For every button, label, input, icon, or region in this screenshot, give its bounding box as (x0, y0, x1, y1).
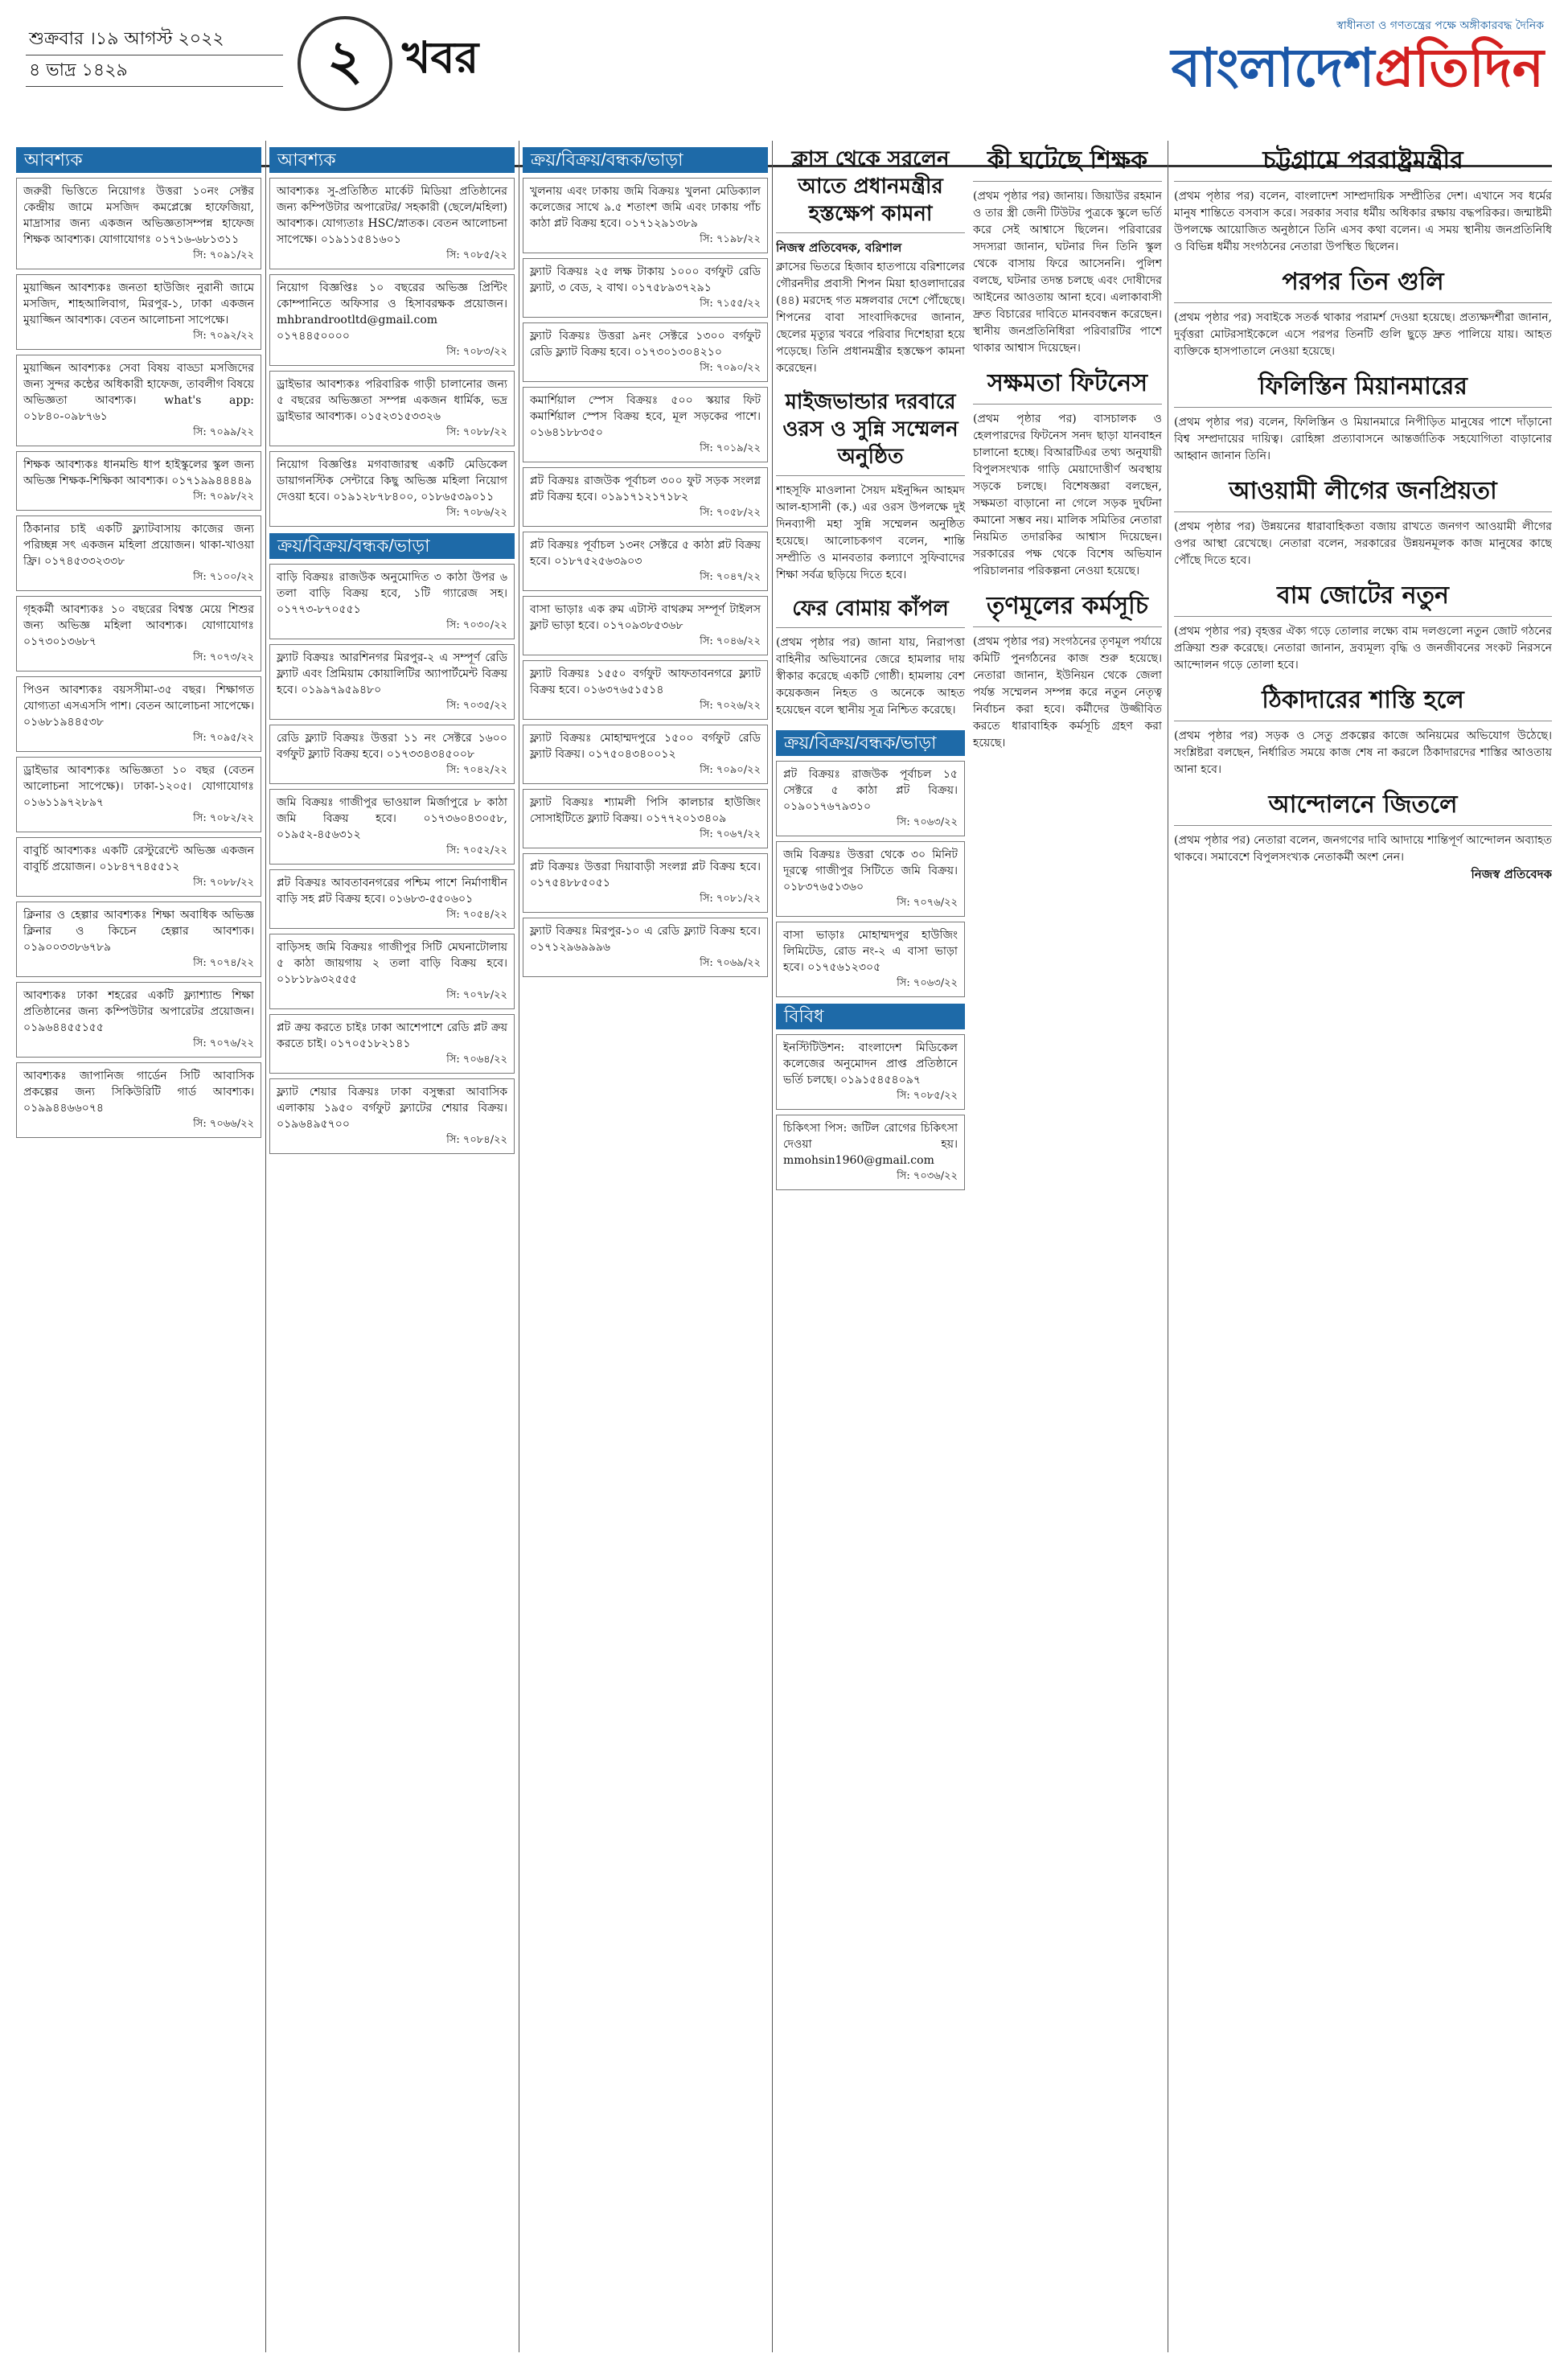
ad-text: ফ্ল্যাট বিক্রয়ঃ মিরপুর-১০ এ রেডি ফ্ল্যাট বিক্রয় হবে। ০১৭১২৯৬৯৯৯৬ (530, 925, 761, 954)
ad-code: সি: ৭০৭৮/২২ (446, 989, 507, 1001)
category-heading: ক্রয়/বিক্রয়/বন্ধক/ভাড়া (269, 533, 515, 559)
category-heading: ক্রয়/বিক্রয়/বন্ধক/ভাড়া (776, 730, 965, 756)
classified-ad (776, 1115, 965, 1190)
story-prime-minister (776, 146, 965, 377)
story-headline: সক্ষমতা ফিটনেস (973, 368, 1162, 405)
story-headline: মাইজভান্ডার দরবারে ওরস ও সুন্নি সম্মেলন অনুষ্ঠিত (776, 388, 965, 476)
ad-text: ফ্ল্যাট বিক্রয়ঃ ২৫ লক্ষ টাকায় ১০০০ বর্গফুট রেডি ফ্ল্যাট, ৩ বেড, ২ বাথ। ০১৭৫৮৯৩৭২৯১ (530, 265, 761, 294)
ad-code: সি: ৭১৫৫/২২ (700, 298, 761, 310)
ad-text: আবশ্যকঃ জাপানিজ গার্ডেন সিটি আবাসিক প্রকল্পের জন্য সিকিউরিটি গার্ড আবশ্যক। ০১৯৯৪৪৬৬০৭৪ (23, 1070, 254, 1115)
ad-code: সি: ৭০৮৬/২২ (446, 507, 507, 519)
ad-code: সি: ৭০১৯/২২ (700, 442, 761, 454)
classified-ad (16, 355, 261, 446)
ad-code: সি: ৭০৮১/২২ (700, 893, 761, 905)
ad-code: সি: ৭০৭৬/২২ (193, 1037, 254, 1049)
ad-code: সি: ৭০৭৪/২২ (193, 957, 254, 969)
classified-column-3 (523, 141, 768, 2352)
classified-ad (16, 451, 261, 511)
classified-ad (776, 922, 965, 997)
story-byline: নিজস্ব প্রতিবেদক (1471, 867, 1552, 881)
ad-text: মুয়াজ্জিন আবশ্যকঃ জনতা হাউজিং নুরানী জামে মসজিদ, শাহআলিবাগ, মিরপুর-১, ঢাকা একজন মুয়াজ্জিন আবশ্যক। বেতন আলোচনা সাপেক্ষে। (23, 281, 254, 327)
story-foreign-minister (1174, 146, 1552, 256)
classified-ad (269, 789, 515, 865)
ad-text: রেডি ফ্ল্যাট বিক্রয়ঃ উত্তরা ১১ নং সেক্টরে ১৬০০ বর্গফুট ফ্ল্যাট বিক্রয় হবে। ০১৭৩৩৪৩৪৫০০৮ (277, 732, 507, 761)
ad-code: সি: ৭০৯৯/২২ (193, 426, 254, 438)
story-headline: ক্লাস থেকে সরলেন আতে প্রধানমন্ত্রীর হস্তক্ষেপ কামনা (776, 146, 965, 233)
story-headline: পরপর তিন গুলি (1174, 267, 1552, 303)
ad-text: ড্রাইভার আবশ্যকঃ অভিজ্ঞতা ১০ বছর (বেতন আলোচনা সাপেক্ষে)। ঢাকা-১২০৫। যোগাযোগঃ ০১৬১১৯৭২৮৯৭ (23, 764, 254, 809)
ad-code: সি: ৭০৮৪/২২ (446, 1134, 507, 1146)
ad-text: প্লট বিক্রয়ঃ আবতাবনগরের পশ্চিম পাশে নির্মাণাধীন বাড়ি সহ প্লট বিক্রয় হবে। ০১৬৮৩-৫৫০৬০১ (277, 877, 507, 906)
story-movement (1174, 790, 1552, 882)
story-headline: ফের বোমায় কাঁপল (776, 595, 965, 628)
ad-text: নিয়োগ বিজ্ঞপ্তিঃ মগবাজারস্থ একটি মেডিকেল ডায়াগনস্টিক সেন্টারে কিছু অভিজ্ঞ মহিলা নিয়োগ দেওয়া হবে। ০১৯১২৮৭৮৪০০, ০১৮৬৫৩৯০১১ (277, 458, 507, 503)
ad-code: সি: ৭০৪৬/২২ (700, 635, 761, 647)
ad-text: খুলনায় এবং ঢাকায় জমি বিক্রয়ঃ খুলনা মেডিক্যাল কলেজের সাথে ৯.৫ শতাংশ জমি এবং ঢাকায় পাঁচ কাঠা প্লট বিক্রয় হবে। ০১৭১২৯১৩৮৯ (530, 185, 761, 230)
ad-text: বাবুর্চি আবশ্যকঃ একটি রেস্টুরেন্টে অভিজ্ঞ একজন বাবুর্চি প্রয়োজন। ০১৮৪৭৭৪৫৫১২ (23, 844, 254, 873)
newspaper-logo (1094, 16, 1544, 113)
ad-text: ইনস্টিটিউশন: বাংলাদেশ মিডিকেল কলেজের অনুমোদন প্রাপ্ত প্রতিষ্ঠানে ভর্তি চলছে। ০১৯১৫৪৫৪০৯৭ (783, 1041, 958, 1086)
ad-code: সি: ৭০৯৫/২২ (193, 732, 254, 744)
logo-part-1: বাংলাদেশ (1171, 36, 1375, 99)
story-fitness (973, 368, 1162, 580)
ad-text: প্লট বিক্রয়ঃ উত্তরা দিয়াবাড়ী সংলগ্ন প্লট বিক্রয় হবে। ০১৭৫৪৮৮৫০৫১ (530, 860, 761, 889)
logo-text (1094, 35, 1544, 100)
story-headline: ফিলিস্তিন মিয়ানমারের (1174, 372, 1552, 408)
ad-text: জরুরী ভিত্তিতে নিয়োগঃ উত্তরা ১০নং সেক্টর কেন্দ্রীয় জামে মসজিদ কমপ্লেক্সে হাফেজিয়া, মাদ্রাসার জন্য একজন অভিজ্ঞতাসম্পন্ন হাফেজ শিক্ষক আবশ্যক। যোগাযোগঃ ০১৭১৬-৬৮১৩১১ (23, 185, 254, 246)
ad-code: সি: ৭০২৬/২২ (700, 700, 761, 712)
story-text: (প্রথম পৃষ্ঠার পর) সড়ক ও সেতু প্রকল্পের কাজে অনিয়মের অভিযোগ উঠেছে। সংশ্লিষ্টরা বলছেন, নির্ধারিত সময়ে কাজ শেষ না করলে ঠিকাদারদের শাস্তির আওতায় আনা হবে। (1174, 729, 1552, 776)
logo-tagline: স্বাধীনতা ও গণতন্ত্রের পক্ষে অঙ্গীকারবদ্ধ দৈনিক (1336, 19, 1544, 32)
classified-column-2 (269, 141, 515, 2352)
ad-text: ঠিকানার চাই একটি ফ্ল্যাটবাসায় কাজের জন্য পরিচ্ছন্ন সৎ একজন মহিলা প্রয়োজন। থাকা-খাওয়া ফ্রি। ০১৭৪৫৩৩২৩৩৮ (23, 523, 254, 568)
category-heading: বিবিধ (776, 1004, 965, 1029)
classified-ad (523, 467, 768, 527)
classified-ad (523, 596, 768, 655)
ad-code: সি: ৭০৮২/২২ (193, 812, 254, 824)
ad-code: সি: ৭০৪২/২২ (446, 764, 507, 776)
story-left-alliance (1174, 581, 1552, 674)
classified-ad (523, 322, 768, 382)
ad-code: সি: ৭০৯১/২২ (193, 249, 254, 261)
classified-ad (523, 918, 768, 977)
story-text: (প্রথম পৃষ্ঠার পর) জানা যায়, নিরাপত্তা বাহিনীর অভিযানের জেরে হামলার দায় স্বীকার করেছে একটি গোষ্ঠী। হামলায় বেশ কয়েকজন নিহত ও অনেকে আহত হয়েছেন বলে স্থানীয় সূত্র নিশ্চিত করেছে। (776, 636, 965, 717)
news-column-5 (1174, 141, 1552, 2352)
ad-code: সি: ৭০৬৩/২২ (897, 977, 958, 989)
ad-code: সি: ৭০৮৫/২২ (446, 249, 507, 261)
ad-code: সি: ৭০৫২/২২ (446, 844, 507, 856)
category-heading: আবশ্যক (16, 147, 261, 173)
ad-text: প্লট বিক্রয়ঃ রাজউক পূর্বাচল ৩০০ ফুট সড়ক সংলগ্ন প্লট বিক্রয় হবে। ০১৯১৭১২১৭১৮২ (530, 474, 761, 503)
ad-code: সি: ৭১০০/২২ (193, 571, 254, 583)
ad-code: সি: ৭০৮৮/২২ (193, 877, 254, 889)
ad-code: সি: ৭০৩০/২২ (446, 619, 507, 631)
ad-code: সি: ৭০৩৫/২২ (446, 700, 507, 712)
ad-text: ফ্ল্যাট বিক্রয়ঃ শ্যামলী পিসি কালচার হাউজিং সোসাইটিতে ফ্ল্যাট বিক্রয়। ০১৭৭২০১৩৪০৯ (530, 796, 761, 825)
category-heading: আবশ্যক (269, 147, 515, 173)
story-headline: বাম জোটের নতুন (1174, 581, 1552, 617)
story-text: (প্রথম পৃষ্ঠার পর) বৃহত্তর ঐক্য গড়ে তোলার লক্ষ্যে বাম দলগুলো নতুন জোট গঠনের প্রক্রিয়া শুরু করেছে। নেতারা জানান, দ্রব্যমূল্য বৃদ্ধি ও জনজীবনের সংকট নিরসনে আন্দোলন গড়ে তোলা হবে। (1174, 625, 1552, 672)
classified-ad (16, 178, 261, 269)
ad-text: বাড়িসহ জমি বিক্রয়ঃ গাজীপুর সিটি মেঘনাটোলায় ৫ কাঠা জায়গায় ২ তলা বাড়ি বিক্রয় হবে। ০১৮১৮৯৩২৫৫৫ (277, 941, 507, 986)
ad-code: সি: ৭০৯০/২২ (700, 362, 761, 374)
classified-ad (16, 757, 261, 832)
ad-text: আবশ্যকঃ সু-প্রতিষ্ঠিত মার্কেট মিডিয়া প্রতিষ্ঠানের জন্য কম্পিউটার অপারেটর/ সহকারী (ছেলে/মহিলা) আবশ্যক। যোগ্যতাঃ HSC/স্নাতক। বেতন আলোচনা সাপেক্ষে। ০১৯১১৫৪১৬০১ (277, 185, 507, 246)
classified-ad (16, 274, 261, 350)
date-block (26, 24, 283, 87)
classified-ad (16, 676, 261, 752)
ad-text: বাড়ি বিক্রয়ঃ রাজউক অনুমোদিত ৩ কাঠা উপর ৬ তলা বাড়ি বিক্রয় হবে, ১টি গ্যারেজ সহ। ০১৭৭৩-৮৭০৫৫১ (277, 571, 507, 616)
ad-text: প্লট ক্রয় করতে চাইঃ ঢাকা আশেপাশে রেডি প্লট ক্রয় করতে চাই। ০১৭০৫১৮২১৪১ (277, 1021, 507, 1050)
ad-code: সি: ৭০৮৩/২২ (446, 346, 507, 358)
ad-text: ফ্ল্যাট শেয়ার বিক্রয়ঃ ঢাকা বসুন্ধরা আবাসিক এলাকায় ১৯৫০ বর্গফুট ফ্ল্যাটের শেয়ার বিক্রয়। ০১৯৬৪৯৫৭০০ (277, 1086, 507, 1131)
story-text: (প্রথম পৃষ্ঠার পর) সংগঠনের তৃণমূল পর্যায়ে কমিটি পুনর্গঠনের কাজ শুরু হয়েছে। নেতারা জানান, ইউনিয়ন থেকে জেলা পর্যন্ত সম্মেলন সম্পন্ন করে নতুন নেতৃত্ব নির্বাচন করা হবে। কর্মীদের উজ্জীবিত করতে ধারাবাহিক কর্মসূচি গ্রহণ করা হয়েছে। (973, 635, 1162, 750)
ad-text: ক্লিনার ও হেল্পার আবশ্যকঃ শিক্ষা অবাধিক অভিজ্ঞ ক্লিনার ও কিচেন হেল্পার আবশ্যক। ০১৯০০৩৩৮৬৭৮৯ (23, 909, 254, 954)
classified-ad (523, 532, 768, 591)
ad-code: সি: ৭০৬৬/২২ (193, 1118, 254, 1130)
classified-ad (269, 869, 515, 929)
classified-ad (269, 178, 515, 269)
story-grassroots (973, 591, 1162, 752)
ad-text: ফ্ল্যাট বিক্রয়ঃ ১৫৫০ বর্গফুট আফতাবনগরে ফ্ল্যাট বিক্রয় হবে। ০১৬৩৭৬৫১৫১৪ (530, 667, 761, 696)
ad-text: বাসা ভাড়াঃ মোহাম্মদপুর হাউজিং লিমিটেড, রোড নং-২ এ বাসা ভাড়া হবে। ০১৭৫৬১২৩০৫ (783, 929, 958, 974)
ad-text: জমি বিক্রয়ঃ উত্তরা থেকে ৩০ মিনিট দূরত্বে গাজীপুর সিটিতে জমি বিক্রয়। ০১৮৩৭৬৫১৩৬০ (783, 848, 958, 893)
ad-text: গৃহকর্মী আবশ্যকঃ ১০ বছরের বিশ্বস্ত মেয়ে শিশুর জন্য অভিজ্ঞ মহিলা আবশ্যক। যোগাযোগঃ ০১৭৩০১৩৬৮৭ (23, 603, 254, 648)
classified-ad (16, 596, 261, 672)
ad-text: প্লট বিক্রয়ঃ রাজউক পূর্বাচল ১৫ সেক্টরে ৫ কাঠা প্লট বিক্রয়। ০১৯০১৭৬৭৯৩১০ (783, 768, 958, 813)
classified-ad (269, 1078, 515, 1154)
ad-text: প্লট বিক্রয়ঃ পূর্বাচল ১৩নং সেক্টরে ৫ কাঠা প্লট বিক্রয় হবে। ০১৮৭৫২৫৬৩৯০৩ (530, 539, 761, 568)
classified-ad (16, 515, 261, 591)
ad-code: সি: ৭০৬৯/২২ (700, 957, 761, 969)
ad-code: সি: ৭০৫৪/২২ (446, 909, 507, 921)
category-heading: ক্রয়/বিক্রয়/বন্ধক/ভাড়া (523, 147, 768, 173)
page-number: ২ (298, 16, 392, 111)
story-three-shots (1174, 267, 1552, 360)
ad-code: সি: ৭০৯২/২২ (193, 330, 254, 342)
date-line-2: ৪ ভাদ্র ১৪২৯ (26, 55, 283, 87)
ad-text: ড্রাইভার আবশ্যকঃ পরিবারিক গাড়ী চালানোর জন্য ৫ বছরের অভিজ্ঞতা সম্পন্ন একজন ধার্মিক, ভদ্র ড্রাইভার আবশ্যক। ০১৫২৩১৫৩৩২৬ (277, 378, 507, 423)
classified-ad (269, 725, 515, 784)
ad-text: শিক্ষক আবশ্যকঃ ধানমন্ডি ধাপ হাইস্কুলের স্কুল জন্য অভিজ্ঞ শিক্ষক-শিক্ষিকা আবশ্যক। ০১৭১৯৯৪৪৪৪৯ (23, 458, 254, 487)
classified-ad (269, 371, 515, 446)
classified-ad (269, 564, 515, 639)
story-text: (প্রথম পৃষ্ঠার পর) বলেন, বাংলাদেশ সাম্প্রদায়িক সম্প্রীতির দেশ। এখানে সব ধর্মের মানুষ শান্তিতে বসবাস করে। সরকার সবার ধর্মীয় অধিকার রক্ষায় বদ্ধপরিকর। জন্মাষ্টমী উপলক্ষে আয়োজিত অনুষ্ঠানে তিনি এসব কথা বলেন। এ সময় স্থানীয় জনপ্রতিনিধি ও বিভিন্ন ধর্মীয় সংগঠনের নেতারা উপস্থিত ছিলেন। (1174, 190, 1552, 253)
story-text: ক্লাসের ভিতরে হিজাব হাতপায়ে বরিশালের গৌরনদীর প্রবাসী শিপন মিয়া হাওলাদারের (৪৪) মরদেহ গত মঙ্গলবার দেশে পৌঁছেছে। শিপনের বাবা সাংবাদিকদের জানান, ছেলের মৃত্যুর খবরে পরিবার দিশেহারা হয়ে পড়েছে। তিনি প্রধানমন্ত্রীর হস্তক্ষেপ কামনা করেছেন। (776, 261, 965, 375)
story-headline: চট্টগ্রামে পররাষ্ট্রমন্ত্রীর (1174, 146, 1552, 182)
ad-text: আবশ্যকঃ ঢাকা শহরের একটি ফ্ল্যাশ্যান্ড শিক্ষা প্রতিষ্ঠানের জন্য কম্পিউটার অপারেটর প্রয়োজন। ০১৯৬৪৪৫৫১৫৫ (23, 989, 254, 1034)
story-text: শাহসূফি মাওলানা সৈয়দ মইনুদ্দিন আহমদ আল-হাসানী (ক.) এর ওরস উপলক্ষে দুই দিনব্যাপী মহা সুন্নি সম্মেলন অনুষ্ঠিত হয়েছে। আলোচকগণ বলেন, শান্তি সম্প্রীতি ও মানবতার কল্যাণে সুফিবাদের শিক্ষা সর্বত্র ছড়িয়ে দিতে হবে। (776, 484, 965, 581)
story-text: (প্রথম পৃষ্ঠার পর) বাসচালক ও হেলপারদের ফিটনেস সনদ ছাড়া যানবাহন চালানো হচ্ছে। বিআরটিএর তথ্য অনুযায়ী বিপুলসংখ্যক গাড়ি মেয়াদোত্তীর্ণ অবস্থায় সড়কে চলছে। বিশেষজ্ঞরা বলছেন, সক্ষমতা বাড়ানো না গেলে সড়ক দুর্ঘটনা কমানো সম্ভব নয়। মালিক সমিতির নেতারা নিয়মিত তদারকির আশ্বাস দিয়েছেন। সরকারের পক্ষ থেকে বিশেষ অভিযান পরিচালনার পরিকল্পনা নেওয়া হয়েছে। (973, 413, 1162, 577)
ad-code: সি: ৭০৬৪/২২ (446, 1054, 507, 1066)
classified-ad (16, 902, 261, 977)
classified-ad (523, 387, 768, 462)
classified-ad (523, 258, 768, 318)
classified-ad (16, 982, 261, 1058)
ad-text: কমার্শিয়াল স্পেস বিক্রয়ঃ ৫০০ স্কয়ার ফিট কমার্শিয়াল স্পেস বিক্রয় হবে, মূল সড়কের পাশে। ০১৬৪১৮৮৩৫০ (530, 394, 761, 439)
ad-code: সি: ৭১৯৮/২২ (700, 233, 761, 245)
classified-ad (269, 934, 515, 1009)
story-headline: আওয়ামী লীগের জনপ্রিয়তা (1174, 476, 1552, 512)
story-maijbhandar (776, 388, 965, 584)
ad-code: সি: ৭০৬৭/২২ (700, 828, 761, 840)
ad-code: সি: ৭০৪৭/২২ (700, 571, 761, 583)
classified-ad (523, 789, 768, 848)
ad-text: ফ্ল্যাট বিক্রয়ঃ উত্তরা ৯নং সেক্টরে ১৩০০ বর্গফুট রেডি ফ্ল্যাট বিক্রয় হবে। ০১৭৩০১৩০৪২১০ (530, 330, 761, 359)
story-awami-league (1174, 476, 1552, 569)
classified-ad (776, 841, 965, 917)
classified-ad (269, 451, 515, 527)
section-title: খবর (402, 31, 479, 83)
logo-part-2: প্রতিদিন (1374, 36, 1544, 99)
classified-ad (269, 1014, 515, 1074)
classified-column-1 (16, 141, 261, 2352)
ad-code: সি: ৭০৮৫/২২ (897, 1090, 958, 1102)
story-contractor (1174, 685, 1552, 778)
ad-code: সি: ৭০৯৮/২২ (193, 491, 254, 503)
story-headline: আন্দোলনে জিতলে (1174, 790, 1552, 826)
story-text: (প্রথম পৃষ্ঠার পর) উন্নয়নের ধারাবাহিকতা বজায় রাখতে জনগণ আওয়ামী লীগের ওপর আস্থা রেখেছে। নেতারা বলেন, সরকারের উন্নয়নমূলক কাজ মানুষের কাছে পৌঁছে দিতে হবে। (1174, 520, 1552, 567)
classified-ad (16, 1062, 261, 1138)
classified-ad (523, 178, 768, 253)
ad-code: সি: ৭০৭৩/২২ (193, 651, 254, 663)
classified-ad (269, 274, 515, 366)
ad-code: সি: ৭০৯০/২২ (700, 764, 761, 776)
story-headline: ঠিকাদারের শাস্তি হলে (1174, 685, 1552, 721)
story-teacher (973, 146, 1162, 357)
ad-code: সি: ৭০৩৬/২২ (897, 1170, 958, 1182)
ad-code: সি: ৭০৬৩/২২ (897, 816, 958, 828)
classified-ad (776, 1034, 965, 1110)
classified-ad (16, 837, 261, 897)
story-byline: নিজস্ব প্রতিবেদক, বরিশাল (776, 240, 902, 255)
ad-text: জমি বিক্রয়ঃ গাজীপুর ভাওয়াল মির্জাপুরে ৮ কাঠা জমি বিক্রয় হবে। ০১৭৩৬০৪৩০৫৮, ০১৯৫২-৪৫৬৩১২ (277, 796, 507, 841)
story-text: (প্রথম পৃষ্ঠার পর) নেতারা বলেন, জনগণের দাবি আদায়ে শান্তিপূর্ণ আন্দোলন অব্যাহত থাকবে। সমাবেশে বিপুলসংখ্যক নেতাকর্মী অংশ নেন। (1174, 834, 1552, 864)
ad-text: পিওন আবশ্যকঃ বয়সসীমা-৩৫ বছর। শিক্ষাগত যোগ্যতা এসএসসি পাশ। বেতন আলোচনা সাপেক্ষে। ০১৬৮১৯৪৪৫৩৮ (23, 684, 254, 729)
story-palestine (1174, 372, 1552, 465)
story-headline: তৃণমূলের কর্মসূচি (973, 591, 1162, 627)
classified-ad (776, 761, 965, 836)
story-text: (প্রথম পৃষ্ঠার পর) জানায়। জিয়াউর রহমান ও তার স্ত্রী জেনী টিউটর পুত্রকে স্কুলে ভর্তি করে সেই আশ্বাসে ছিলেন। পরিবারের সদস্যরা জানান, ঘটনার দিন তিনি স্কুল থেকে বাসায় ফিরে আসেননি। পুলিশ বলছে, ঘটনার তদন্ত চলছে এবং দোষীদের আইনের আওতায় আনা হবে। এলাকাবাসী দ্রুত বিচারের দাবিতে মানববন্ধন করেছেন। স্থানীয় জনপ্রতিনিধিরা পরিবারটির পাশে থাকার আশ্বাস দিয়েছেন। (973, 190, 1162, 355)
classified-ad (269, 644, 515, 720)
story-headline: কী ঘটেছে শিক্ষক (973, 146, 1162, 182)
ad-code: সি: ৭০৮৮/২২ (446, 426, 507, 438)
classified-ad (523, 660, 768, 720)
ad-text: ফ্ল্যাট বিক্রয়ঃ আরশিনগর মিরপুর-২ এ সম্পূর্ণ রেডি ফ্ল্যাট এবং প্রিমিয়াম কোয়ালিটির অ্যাপার্টমেন্ট বিক্রয় হবে। ০১৯৯৭৯৫৯৪৮০ (277, 651, 507, 696)
ad-text: ফ্ল্যাট বিক্রয়ঃ মোহাম্মদপুরে ১৫০০ বর্গফুট রেডি ফ্ল্যাট বিক্রয়। ০১৭৫০৪৩৪০০১২ (530, 732, 761, 761)
ad-text: নিয়োগ বিজ্ঞপ্তিঃ ১০ বছরের অভিজ্ঞ প্রিন্টিং কোম্পানিতে অফিসার ও হিসাবরক্ষক প্রয়োজন। mhbrandrootltd@gmail.com ০১৭৪৪৫০০০০ (277, 281, 507, 343)
date-line-1: শুক্রবার ।১৯ আগস্ট ২০২২ (26, 24, 283, 55)
ad-text: বাসা ভাড়াঃ এক রুম এটাস্ট বাথরুম সম্পূর্ণ টাইলস ফ্লাট ভাড়া হবে। ০১৭০৯৩৮৫৩৬৮ (530, 603, 761, 632)
classified-ad (523, 725, 768, 784)
ad-text: মুয়াজ্জিন আবশ্যকঃ সেবা বিষয় বাড্ডা মসজিদের জন্য সুন্দর কন্ঠের অধিকারী হাফেজ, তাবলীগ বিষয়ে অভিজ্ঞতা আবশ্যক। what's app: ০১৮৪০-০৯৮৭৬১ (23, 362, 254, 423)
story-bomb (776, 595, 965, 719)
ad-code: সি: ৭০৭৬/২২ (897, 897, 958, 909)
ad-text: চিকিৎসা পিস: জটিল রোগের চিকিৎসা দেওয়া হয়। mmohsin1960@gmail.com (783, 1122, 958, 1167)
classified-ad (523, 853, 768, 913)
story-text: (প্রথম পৃষ্ঠার পর) সবাইকে সতর্ক থাকার পরামর্শ দেওয়া হয়েছে। প্রত্যক্ষদর্শীরা জানান, দুর্বৃত্তরা মোটরসাইকেলে এসে পরপর তিনটি গুলি ছুড়ে দ্রুত পালিয়ে যায়। আহত ব্যক্তিকে হাসপাতালে নেওয়া হয়েছে। (1174, 311, 1552, 358)
story-text: (প্রথম পৃষ্ঠার পর) বলেন, ফিলিস্তিন ও মিয়ানমারে নিপীড়িত মানুষের পাশে দাঁড়ানো বিশ্ব সম্প্রদায়ের দায়িত্ব। রোহিঙ্গা প্রত্যাবাসনে আন্তর্জাতিক সহযোগিতা বাড়ানোর আহ্বান জানান তিনি। (1174, 416, 1552, 462)
news-column-4 (776, 141, 1162, 2352)
ad-code: সি: ৭০৫৮/২২ (700, 507, 761, 519)
